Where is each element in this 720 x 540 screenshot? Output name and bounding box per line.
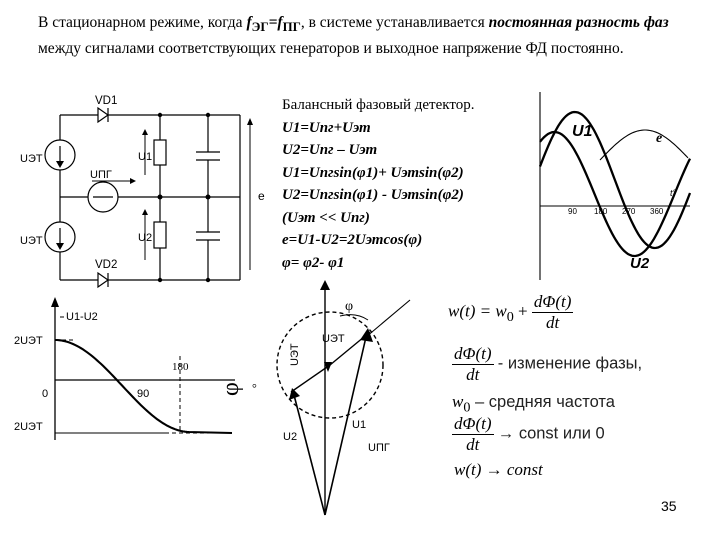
u-et-bottom-label: UЭТ [20,235,43,247]
characteristic-top-label: 2UЭТ [14,335,43,347]
dphi-numerator: dΦ(t) [533,292,572,311]
wt-const-label: w(t) → const [454,460,543,479]
characteristic-zero-label: 0 [42,388,49,400]
formula-line: U1=Uпг+Uэт [282,119,371,136]
dphi-fraction-3 [452,414,494,455]
average-frequency-line [452,392,615,416]
characteristic-phi-label: φ [218,382,244,396]
condition-sub-pg: ПГ [282,19,301,35]
dphi-numerator-2: dΦ(t) [454,344,492,363]
e-label: e [258,189,265,203]
formula-line: U2=Uпгsin(φ1) - Uэтsin(φ2) [282,187,464,203]
condition-f: f [246,14,252,31]
formula-title: Балансный фазовый детектор. [282,97,475,113]
w-sub: 0 [506,308,514,325]
condition-eq: =f [268,14,283,31]
vector-phi-label: φ [345,299,354,314]
w0-symbol: w [452,392,464,411]
wt-const-line [454,460,543,480]
vd1-label: VD1 [95,95,118,107]
w0-sub: 0 [463,399,471,416]
tick-label: 360 [650,207,664,216]
formula-line: (Uэт << Uпг) [282,209,370,226]
vector-u-et-b-label: UЭТ [289,343,301,366]
condition-sub-eg: ЭГ [251,19,269,35]
u2-label: U2 [138,232,153,244]
characteristic-x180-label: 180 [172,361,189,373]
page-number: 35 [661,498,677,514]
frequency-equation [448,292,573,333]
vector-u-et-a-label: UЭТ [322,333,345,345]
u2-wave-label: U2 [630,255,650,272]
characteristic-x90-label: 90 [137,388,150,400]
formula-line: U1=Uпгsin(φ1)+ Uэтsin(φ2) [282,164,464,181]
characteristic-ylabel: U1-U2 [66,311,98,323]
w-plus: + [513,301,532,321]
t-axis-label: t° [670,188,677,198]
const-or-zero-line [452,414,605,455]
u-pg-label: UПГ [90,169,112,181]
characteristic-bottom-label: 2UЭТ [14,421,43,433]
formula-line: φ= φ2- φ1 [282,254,345,271]
dphi-numerator-3: dΦ(t) [454,414,492,433]
dphi-denominator: dt [546,313,560,332]
u-et-top-label: UЭТ [20,153,43,165]
dphi-fraction-2 [452,344,494,385]
vector-u2-label: U2 [283,431,298,443]
intro-emphasis: постоянная разность фаз [488,14,669,31]
const-or-zero-label: → const или 0 [497,424,605,443]
tick-label: 180 [594,207,608,216]
w-lhs: w(t) = w [448,301,507,321]
formula-line: e=U1-U2=2Uэтcos(φ) [282,232,423,248]
intro-text-1: В стационарном режиме, когда [38,14,247,31]
e-wave-label: e [656,131,663,146]
u1-label: U1 [138,151,153,163]
vector-u1-label: U1 [352,419,367,431]
phase-change-label: - изменение фазы, [497,354,643,373]
formula-line: U2=Uпг – Uэт [282,142,378,158]
intro-text-3: между сигналами соответствующих генераторов и выходное напряжение ФД постоянно. [38,40,624,58]
tick-label: 90 [568,207,577,216]
dphi-denominator-3: dt [466,435,480,454]
w0-description: – средняя частота [470,393,615,411]
u1-wave-label: U1 [572,123,593,140]
dphi-denominator-2: dt [466,365,480,384]
intro-text-2: , в системе устанавливается [300,14,489,31]
vector-u-pg-label: UПГ [368,442,390,454]
characteristic-degree: ° [252,381,257,395]
vd2-label: VD2 [95,259,118,271]
phase-change-line [452,344,642,385]
dphi-fraction [532,292,574,333]
tick-label: 270 [622,207,636,216]
